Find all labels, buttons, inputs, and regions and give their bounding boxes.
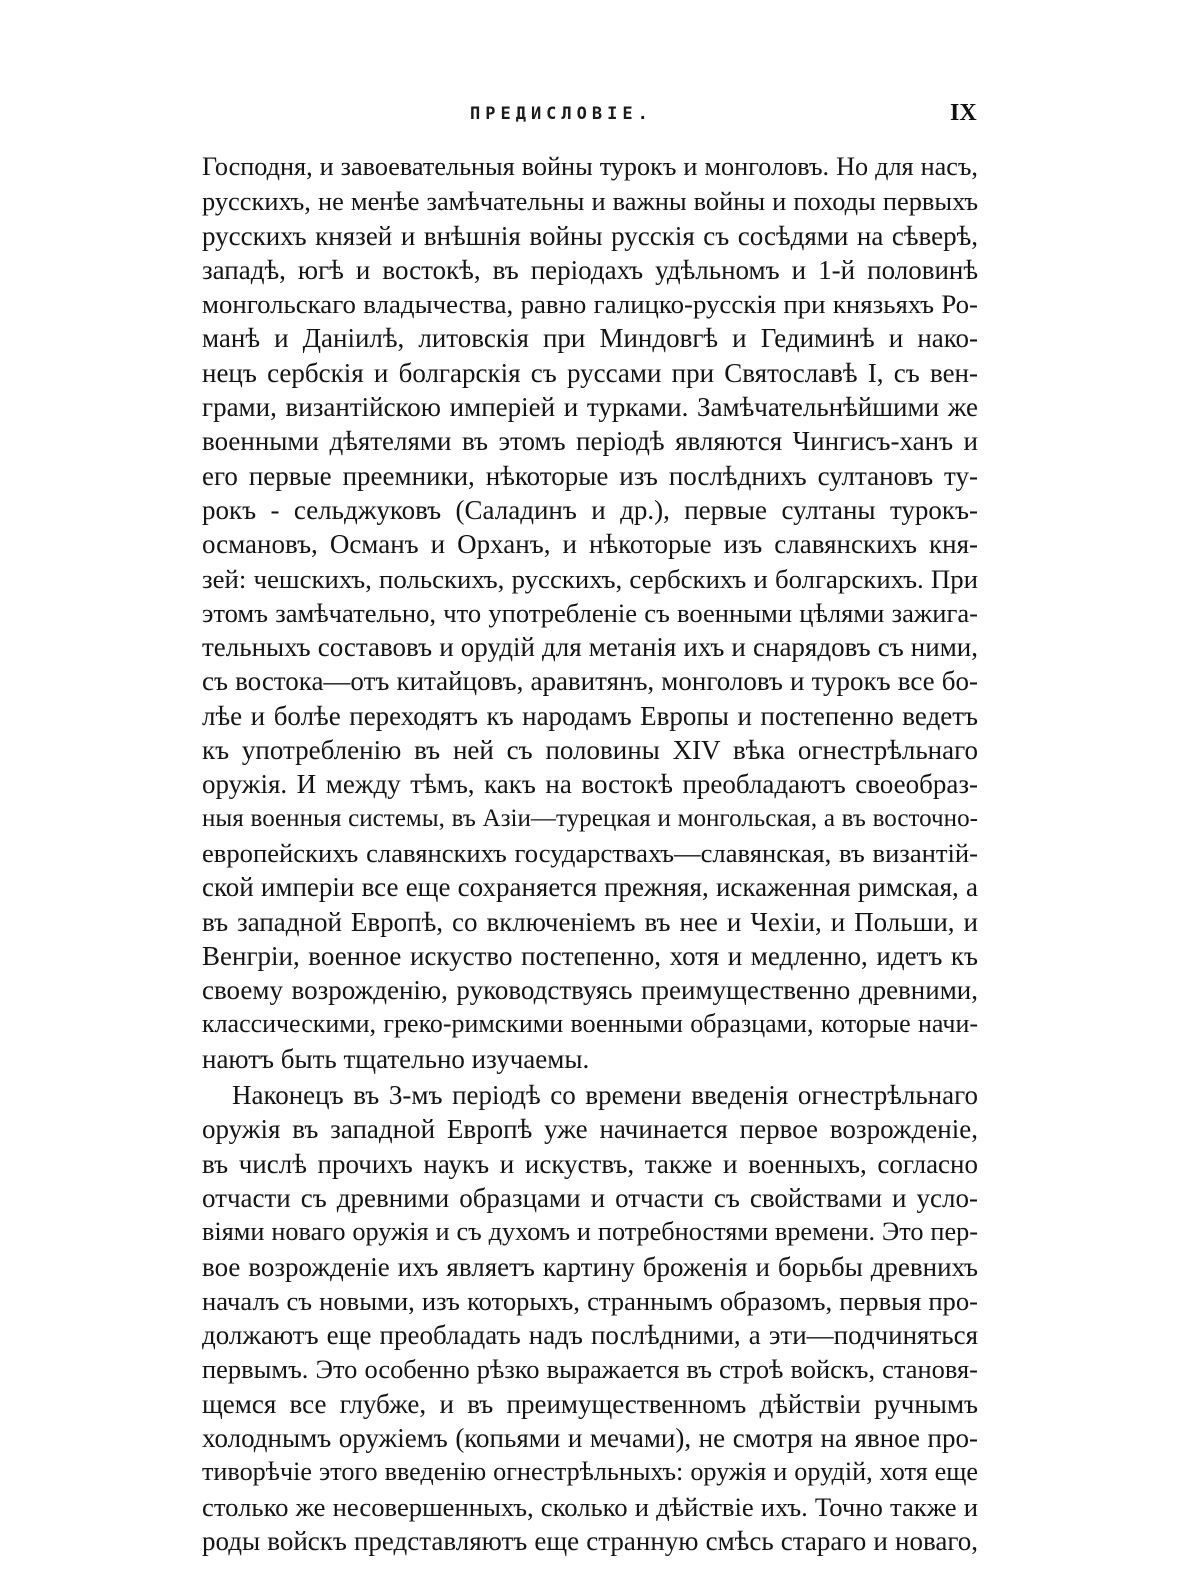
text-line: монгольскаго владычества, равно галицко-русскія при князьяхъ Ро- [202, 289, 978, 320]
text-line: русскихъ князей и внѣшнія войны русскія съ сосѣдями на сѣверѣ, [202, 220, 978, 251]
text-line: грами, византійскою имперіей и турками. Замѣчательнѣйшими же [202, 392, 978, 423]
page-number: IX [950, 100, 977, 126]
text-line: рокъ - сельджуковъ (Саладинъ и др.), первые султаны турокъ- [202, 494, 978, 525]
text-line: въ числѣ прочихъ наукъ и искуствъ, также и военныхъ, согласно [202, 1148, 978, 1179]
text-line: лѣе и болѣе переходятъ къ народамъ Европы и постепенно ведетъ [202, 700, 978, 731]
text-line: зей: чешскихъ, польскихъ, русскихъ, сербскихъ и болгарскихъ. При [202, 563, 978, 594]
text-line: вое возрожденіе ихъ являетъ картину броженія и борьбы древнихъ [202, 1251, 978, 1282]
text-line: тиворѣчіе этого введенію огнестрѣльныхъ: оружія и орудій, хотя еще [202, 1457, 978, 1487]
text-line: съ востока—отъ китайцовъ, аравитянъ, монголовъ и турокъ все бо- [202, 666, 978, 697]
paragraph [202, 150, 978, 1076]
text-line: военными дѣятелями въ этомъ періодѣ являются Чингисъ-ханъ и [202, 426, 978, 457]
text-line: оружія. И между тѣмъ, какъ на востокѣ преобладаютъ своеобраз- [202, 769, 978, 800]
text-line: щемся все глубже, и въ преимущественномъ дѣйствіи ручнымъ [202, 1388, 978, 1419]
text-line: манѣ и Даніилѣ, литовскія при Миндовгѣ и Гедиминѣ и нако- [202, 323, 978, 354]
text-line: Венгріи, военное искуство постепенно, хотя и медленно, идетъ къ [202, 940, 978, 971]
text-line: роды войскъ представляютъ еще странную смѣсь стараго и новаго, [202, 1525, 978, 1556]
text-line: нецъ сербскія и болгарскія съ руссами при Святославѣ I, съ вен- [202, 357, 978, 388]
text-line: должаютъ еще преобладать надъ послѣдними, а эти—подчиняться [202, 1320, 978, 1351]
text-line: тельныхъ составовъ и орудій для метанія ихъ и снарядовъ съ ними, [202, 632, 978, 663]
text-line: классическими, греко-римскими военными образцами, которые начи- [202, 1009, 978, 1039]
text-line: этомъ замѣчательно, что употребленіе съ военными цѣлями зажига- [202, 597, 978, 628]
text-line: наютъ быть тщательно изучаемы. [202, 1043, 590, 1074]
text-line: западѣ, югѣ и востокѣ, въ періодахъ удѣльномъ и 1-й половинѣ [202, 254, 978, 285]
text-line: холоднымъ оружіемъ (копьями и мечами), не смотря на явное про- [202, 1422, 978, 1453]
text-line: оружія въ западной Европѣ уже начинается первое возрожденіе, [202, 1114, 978, 1145]
text-line: Наконецъ въ 3-мъ періодѣ со времени введенія огнестрѣльнаго [232, 1080, 978, 1111]
text-line: віями новаго оружія и съ духомъ и потребностями времени. Это пер- [202, 1217, 978, 1247]
body-text [202, 150, 978, 1558]
text-line: ской имперіи все еще сохраняется прежняя, искаженная римская, а [202, 872, 978, 903]
text-line: османовъ, Османъ и Орханъ, и нѣкоторые изъ славянскихъ кня- [202, 529, 978, 560]
text-line: началъ съ новыми, изъ которыхъ, страннымъ образомъ, первыя про- [202, 1285, 978, 1316]
text-line: ныя военныя системы, въ Азіи—турецкая и монгольская, а въ восточно- [202, 804, 978, 832]
text-line: его первые преемники, нѣкоторые изъ послѣднихъ султановъ ту- [202, 460, 978, 491]
text-line: Господня, и завоевательныя войны турокъ и монголовъ. Но для насъ, [202, 152, 978, 181]
text-line: русскихъ, не менѣе замѣчательны и важны войны и походы первыхъ [202, 186, 978, 217]
text-line: своему возрожденію, руководствуясь преимущественно древними, [202, 975, 978, 1006]
text-line: въ западной Европѣ, со включеніемъ въ нее и Чехіи, и Польши, и [202, 906, 978, 937]
running-head: ПРЕДИСЛОВІЕ. [470, 104, 653, 124]
text-line: отчасти съ древними образцами и отчасти съ свойствами и усло- [202, 1182, 978, 1213]
paragraph [202, 1078, 978, 1558]
text-line: къ употребленію въ ней съ половины XIV вѣка огнестрѣльнаго [202, 735, 978, 766]
text-line: европейскихъ славянскихъ государствахъ—славянская, въ византій- [202, 837, 978, 868]
text-line: первымъ. Это особенно рѣзко выражается въ строѣ войскъ, становя- [202, 1354, 978, 1385]
text-line: столько же несовершенныхъ, сколько и дѣйствіе ихъ. Точно также и [202, 1491, 978, 1522]
